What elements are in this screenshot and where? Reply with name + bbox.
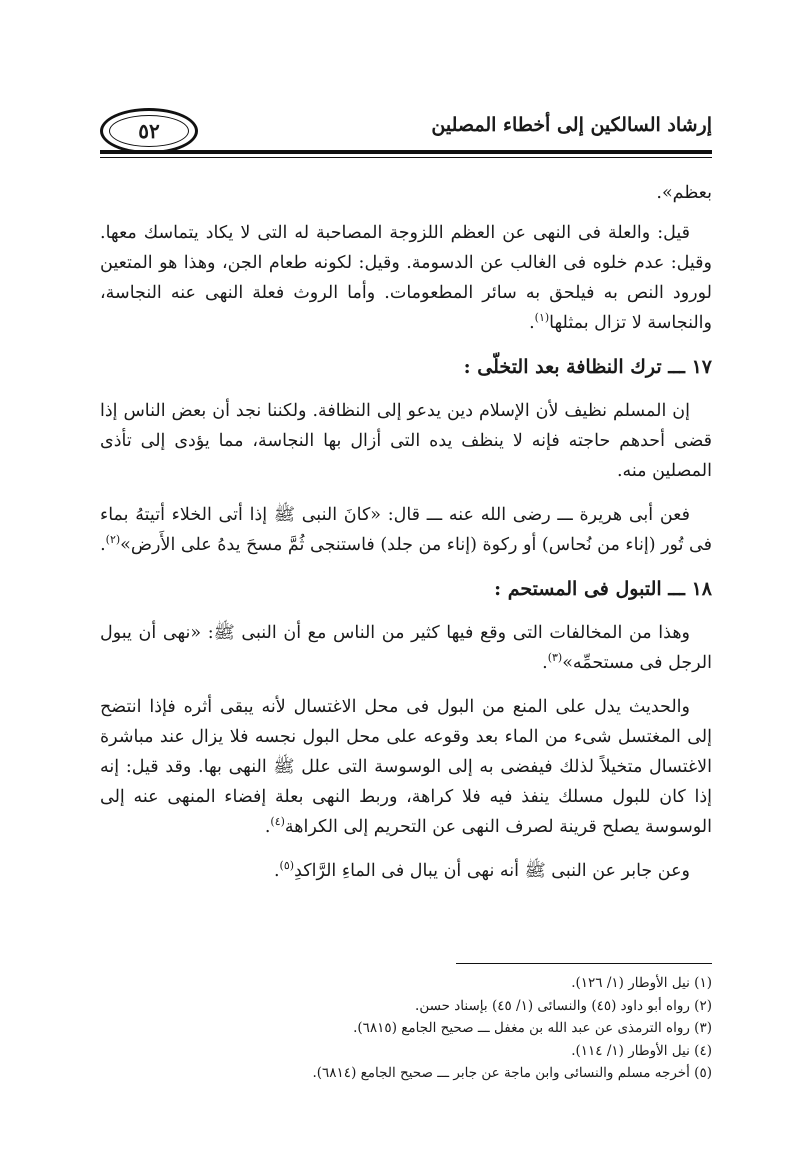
paragraph (100, 396, 712, 486)
paragraph-end: . (100, 535, 106, 555)
paragraph (100, 218, 712, 338)
main-text (100, 178, 712, 900)
footnote-ref[interactable]: (٣) (547, 651, 563, 665)
footnote-separator (456, 963, 712, 964)
footnote-ref[interactable]: (٤) (270, 815, 285, 829)
footnotes (100, 972, 712, 1085)
paragraph-text: قيل: والعلة فى النهى عن العظم اللزوجة المصاحبة له التى لا يكاد يتماسك معها. وقيل: عدم خلوه فى الغالب عن الدسومة. وقيل: لكونه طعام الجن، وهذا هو المتعين لورود النص به فيلحق به سائر المطعومات. وأما الروث فعلة النهى عنه النجاسة، والنجاسة لا تزال بمثلها (100, 223, 712, 333)
section-heading-18: ١٨ ـــ التبول فى المستحم : (494, 578, 712, 600)
paragraph-text: فعن أبى هريرة ـــ رضى الله عنه ـــ قال: «كانَ النبى ﷺ إذا أتى الخلاء أتيتهُ بماء فى تُور (إناء من نُحاس) أو ركوة (إناء من جلد) فاستنجى ثُمَّ مسحَ يدهُ على الأَرض» (100, 505, 712, 555)
header-rule-thick (100, 150, 712, 154)
footnote-ref[interactable]: (٢) (105, 533, 121, 547)
footnote-4: (٤) نيل الأوطار (١/ ١١٤). (571, 1042, 712, 1059)
footnote-1: (١) نيل الأوطار (١/ ١٢٦). (571, 975, 712, 991)
page-number-badge (100, 108, 198, 154)
header-rule-thin (100, 157, 712, 158)
paragraph-text: وعن جابر عن النبى ﷺ أنه نهى أن يبال فى الماءِ الرَّاكدِ (294, 861, 690, 881)
footnote-ref[interactable]: (٥) (279, 859, 295, 873)
paragraph-end: . (529, 313, 535, 333)
paragraph-end: . (273, 861, 280, 881)
footnote-ref[interactable]: (١) (534, 311, 550, 325)
paragraph-text: والحديث يدل على المنع من البول فى محل الاغتسال لأنه يبقى أثره فإذا انتضح إلى المغتسل شىء من الماء بعد وقوعه على محل البول نجسه فلا يزال عند مباشرة الاغتسال متخيلاً لذلك فيفضى به إلى الوسوسة التى علل ﷺ النهى بها. وقد قيل: إنه إذا كان للبول مسلك ينفذ فيه فلا كراهة، وربط النهى بعلة إفضاء المنهى عنه إلى الوسوسة يصلح قرينة لصرف النهى عن التحريم إلى الكراهة (100, 697, 712, 837)
paragraph (100, 500, 712, 560)
footnote-3: (٣) رواه الترمذى عن عبد الله بن مغفل ـــ صحيح الجامع (٦٨١٥). (353, 1020, 712, 1036)
paragraph-text: إن المسلم نظيف لأن الإسلام دين يدعو إلى النظافة. ولكننا نجد أن بعض الناس إذا قضى أحدهم حاجته فإنه لا ينظف يده التى أزال بها النجاسة، مما يؤدى إلى تأذى المصلين منه. (100, 401, 712, 481)
paragraph (100, 618, 712, 678)
paragraph (100, 178, 712, 208)
paragraph-end: . (542, 653, 548, 673)
paragraph-text: بعظم». (656, 183, 712, 203)
section-heading-17: ١٧ ـــ ترك النظافة بعد التخلّى : (463, 356, 712, 378)
paragraph (100, 856, 712, 886)
paragraph-end: . (264, 817, 271, 837)
footnote-2: (٢) رواه أبو داود (٤٥) والنسائى (١/ ٤٥) بإسناد حسن. (415, 997, 712, 1014)
footnote-5: (٥) أخرجه مسلم والنسائى وابن ماجة عن جابر ـــ صحيح الجامع (٦٨١٤). (312, 1065, 712, 1081)
paragraph-text: وهذا من المخالفات التى وقع فيها كثير من الناس مع أن النبى ﷺ: «نهى أن يبول الرجل فى مستحمِّه» (100, 623, 712, 673)
paragraph (100, 692, 712, 842)
book-title: إرشاد السالكين إلى أخطاء المصلين (431, 114, 712, 136)
page-number: ٥٢ (138, 119, 160, 143)
